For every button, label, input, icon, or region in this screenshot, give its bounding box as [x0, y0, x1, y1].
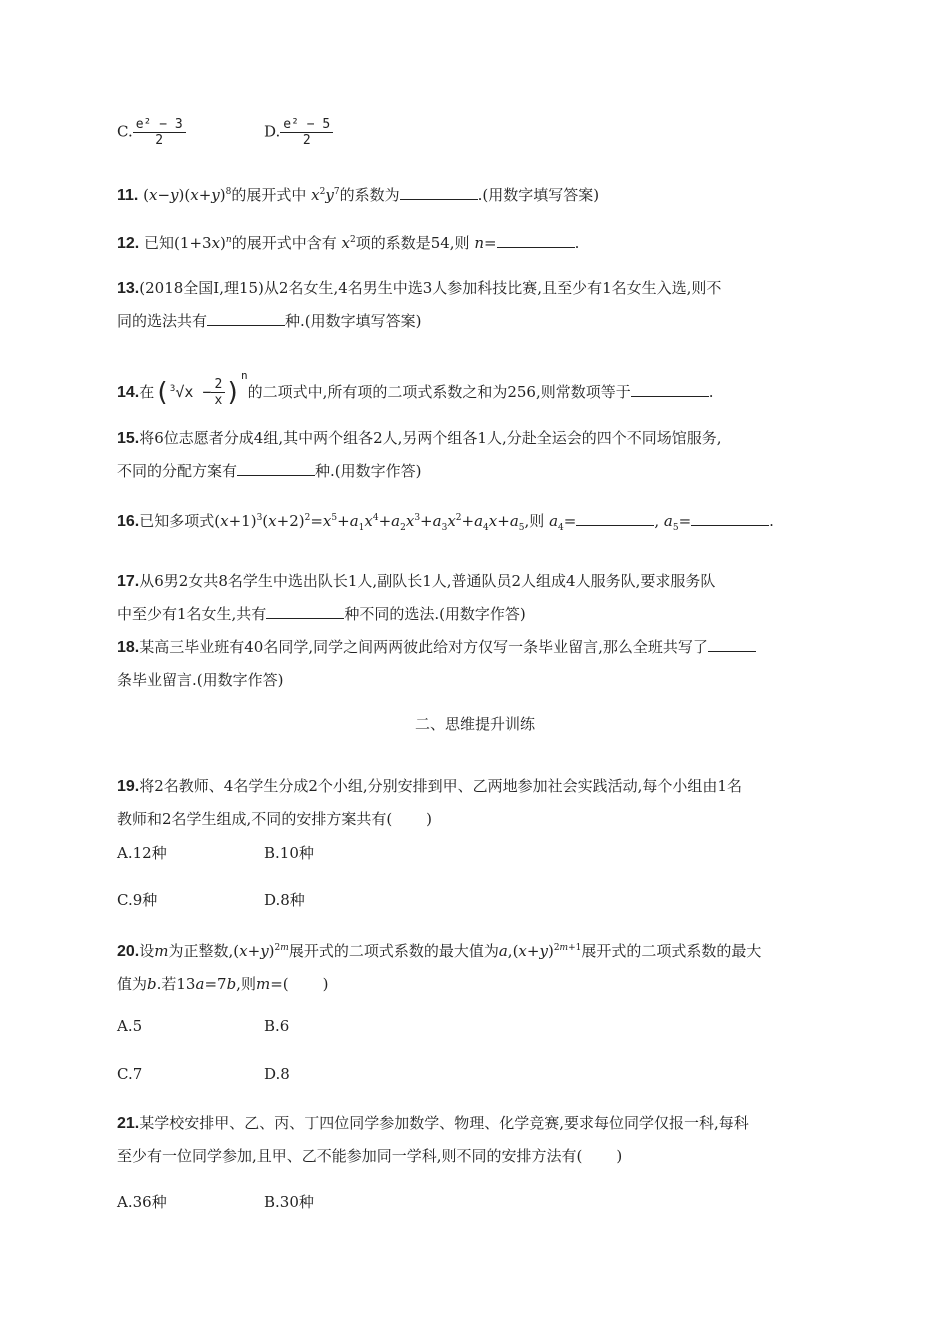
question-number: 13.: [117, 280, 140, 297]
answer-blank[interactable]: [237, 461, 315, 476]
option-c[interactable]: C.7: [117, 1065, 143, 1083]
question-text: 教师和2名学生组成,不同的安排方案共有(: [117, 810, 393, 828]
question-text: 在: [139, 383, 155, 401]
answer-blank[interactable]: [691, 511, 769, 526]
math-expression: ($^3$√x − $\frac{2}{x}$ )$^n$: [154, 369, 248, 408]
question-text: 种.(用数字作答): [315, 462, 422, 480]
question-text: 的展开式中含有: [231, 234, 337, 252]
question-13: [117, 272, 835, 337]
question-text: .: [769, 512, 774, 530]
question-number: 15.: [117, 430, 140, 447]
question-text: 值为: [117, 975, 148, 993]
question-text: 将6位志愿者分成4组,其中两个组各2人,另两个组各1人,分赴全运会的四个不同场馆服务,: [139, 429, 722, 447]
question-text: ,则: [236, 975, 256, 993]
math-variable: a: [498, 942, 508, 960]
question-text: .(用数字填写答案): [477, 186, 600, 204]
option-b[interactable]: B.6: [264, 1017, 290, 1035]
answer-blank[interactable]: [708, 637, 756, 652]
question-text: ,则: [524, 512, 545, 530]
question-text: 某学校安排甲、乙、丙、丁四位同学参加数学、物理、化学竞赛,要求每位同学仅报一科,每科: [139, 1114, 749, 1132]
question-text: 项的系数是54,则: [355, 234, 470, 252]
option-d-fraction: [280, 117, 333, 148]
option-d-numerator: e² − 5: [280, 117, 333, 133]
question-text: ): [616, 1147, 623, 1165]
math-expression: $a_4=$: [549, 512, 577, 533]
question-11: [117, 176, 835, 212]
option-d-denominator: 2: [302, 133, 311, 148]
math-variable: m: [154, 942, 169, 960]
question-number: 17.: [117, 573, 140, 590]
question-number: 14.: [117, 384, 140, 401]
math-expression: $(1+3x)^n$: [174, 234, 232, 252]
option-c[interactable]: C.9种: [117, 891, 158, 909]
question-17: [117, 565, 835, 630]
question-text: 种不同的选法.(用数字作答): [344, 605, 526, 623]
question-number: 18.: [117, 639, 140, 656]
question-number: 16.: [117, 513, 140, 530]
question-19: [117, 770, 835, 835]
question-text: 展开式的二项式系数的最大值为: [288, 942, 499, 960]
math-expression: $(x+1)^3(x+2)^2=x^5+a_1x^4+a_2x^3+a_3x^2+a_4x+a_5$: [214, 512, 525, 533]
question-number: 11.: [117, 187, 139, 204]
option-b[interactable]: B.30种: [264, 1193, 314, 1211]
answer-blank[interactable]: [400, 185, 478, 200]
question-21: [117, 1107, 835, 1172]
answer-blank[interactable]: [576, 511, 654, 526]
question-text: 设: [139, 942, 155, 960]
question-text: 中至少有1名女生,共有: [117, 605, 267, 623]
math-expression: $(x+y)^{2m}$: [233, 942, 289, 960]
question-18: [117, 631, 835, 696]
question-text: ): [322, 975, 329, 993]
question-text: 展开式的二项式系数的最大: [581, 942, 762, 960]
question-text: ,: [507, 942, 513, 960]
option-c-label: C.: [117, 122, 133, 141]
question-text: =(: [270, 975, 289, 993]
math-expression: $(x+y)^{2m+1}$: [512, 942, 582, 960]
option-c-fraction: [133, 117, 186, 148]
question-text: 已知: [144, 234, 175, 252]
question-text: 已知多项式: [139, 512, 215, 530]
math-variable: b: [226, 975, 237, 993]
question-12: [117, 224, 835, 260]
question-text: 将2名教师、4名学生分成2个小组,分别安排到甲、乙两地参加社会实践活动,每个小组由1名: [139, 777, 742, 795]
question-text: 条毕业留言.(用数字作答): [117, 671, 284, 689]
question-text: (2018全国Ⅰ,理15)从2名女生,4名男生中选3人参加科技比赛,且至少有1名女生入选,则不: [139, 279, 722, 297]
question-text: ): [426, 810, 433, 828]
option-d[interactable]: D.8种: [264, 891, 305, 909]
option-a[interactable]: A.5: [117, 1017, 143, 1035]
question-number: 12.: [117, 235, 140, 252]
question-text: 不同的分配方案有: [117, 462, 238, 480]
question-text: 某高三毕业班有40名同学,同学之间两两彼此给对方仅写一条毕业留言,那么全班共写了: [139, 638, 708, 656]
question-text: =7: [204, 975, 227, 993]
section-title: 二、思维提升训练: [414, 715, 535, 733]
math-expression: $x^2$: [341, 234, 356, 252]
option-a[interactable]: A.12种: [117, 844, 167, 862]
question-text: 的二项式中,所有项的二项式系数之和为256,则常数项等于: [247, 383, 631, 401]
answer-blank[interactable]: [266, 604, 344, 619]
question-16: 16.已知多项式$(x+1)^3(x+2)^2=x^5+a_1x^4+a_2x^3+a_3x^2+a_4x+a_5$,则 $a_4=$ , $a_5=$ .: [117, 512, 774, 533]
option-d[interactable]: D.8: [264, 1065, 290, 1083]
question-text: 同的选法共有: [117, 312, 208, 330]
option-d-label: D.: [264, 122, 281, 141]
question-number: 21.: [117, 1115, 140, 1132]
question-text: 为正整数,: [168, 942, 234, 960]
option-b[interactable]: B.10种: [264, 844, 314, 862]
option-c-denominator: 2: [155, 133, 164, 148]
question-text: 从6男2女共8名学生中选出队长1人,副队长1人,普通队员2人组成4人服务队,要求服务队: [139, 572, 716, 590]
question-text: 种.(用数字填写答案): [285, 312, 422, 330]
question-14: [117, 360, 835, 409]
question-text: 至少有一位同学参加,且甲、乙不能参加同一学科,则不同的安排方法有(: [117, 1147, 583, 1165]
question-20: [117, 932, 835, 1000]
math-expression: $a_5=$: [663, 512, 692, 533]
math-expression: $(x-y)(x+y)^8$: [143, 186, 232, 204]
question-text: 的系数为: [339, 186, 400, 204]
question-number: 19.: [117, 778, 140, 795]
option-c: [117, 117, 186, 148]
answer-blank[interactable]: [207, 311, 285, 326]
answer-blank[interactable]: [497, 233, 575, 248]
question-number: 20.: [117, 943, 140, 960]
question-text: 的展开式中: [231, 186, 307, 204]
question-text: .若13: [156, 975, 196, 993]
option-a[interactable]: A.36种: [117, 1193, 167, 1211]
question-text: .: [574, 234, 580, 252]
question-text: .: [708, 383, 714, 401]
answer-blank[interactable]: [631, 382, 709, 397]
math-expression: n=: [474, 234, 497, 252]
math-variable: a: [195, 975, 205, 993]
math-variable: m: [255, 975, 271, 993]
question-15: [117, 422, 835, 487]
option-d: [264, 117, 333, 148]
math-variable: b: [147, 975, 157, 993]
math-expression: $x^2y^7$: [311, 186, 340, 204]
option-c-numerator: e² − 3: [133, 117, 186, 133]
